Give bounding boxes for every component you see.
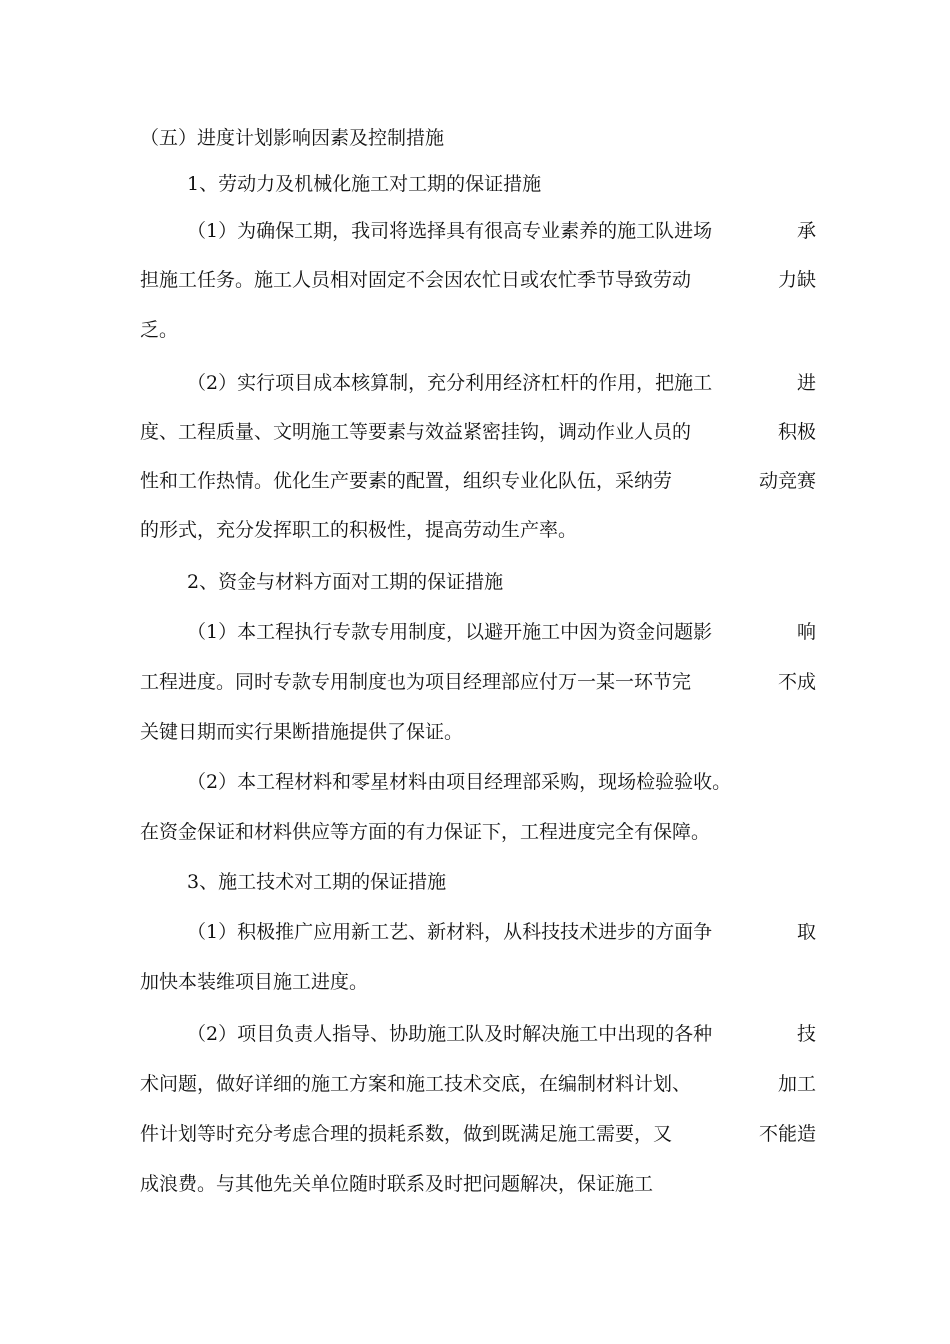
- text-run: 进: [796, 372, 816, 394]
- text-run: （1）积极推广应用新工艺、新材料，从科技技术进步的方面争: [187, 921, 713, 943]
- text-run: 响: [796, 621, 816, 643]
- paragraph-line: [140, 1022, 816, 1046]
- section-heading: （五）进度计划影响因素及控制措施: [140, 127, 445, 149]
- paragraph-line: [140, 1122, 816, 1146]
- paragraph-line: [140, 268, 816, 292]
- text-run: 工程进度。同时专款专用制度也为项目经理部应付万一某一环节完: [140, 671, 692, 693]
- text-run: 担施工任务。施工人员相对固定不会因农忙日或农忙季节导致劳动: [140, 269, 692, 291]
- paragraph-line: 的形式，充分发挥职工的积极性，提高劳动生产率。: [140, 519, 578, 541]
- text-run: 动竞赛: [758, 470, 816, 492]
- paragraph-line: [140, 219, 816, 243]
- text-run: 件计划等时充分考虑合理的损耗系数，做到既满足施工需要，又: [140, 1123, 673, 1145]
- text-run: 承: [796, 220, 816, 242]
- text-run: 积极: [777, 421, 816, 443]
- text-run: （1）为确保工期，我司将选择具有很高专业素养的施工队进场: [187, 220, 713, 242]
- text-run: （2）项目负责人指导、协助施工队及时解决施工中出现的各种: [187, 1023, 713, 1045]
- subsection-title-1: 1、劳动力及机械化施工对工期的保证措施: [187, 173, 542, 195]
- text-run: （1）本工程执行专款专用制度，以避开施工中因为资金问题影: [187, 621, 713, 643]
- paragraph-line: [140, 670, 816, 694]
- paragraph-line: [140, 620, 816, 644]
- text-run: 不能造: [758, 1123, 816, 1145]
- paragraph-line: （2）本工程材料和零星材料由项目经理部采购，现场检验验收。: [187, 771, 732, 793]
- paragraph-line: [140, 420, 816, 444]
- paragraph-line: 在资金保证和材料供应等方面的有力保证下，工程进度完全有保障。: [140, 821, 711, 843]
- subsection-title-2: 2、资金与材料方面对工期的保证措施: [187, 571, 504, 593]
- text-run: 力缺: [777, 269, 816, 291]
- paragraph-line: 乏。: [140, 319, 179, 341]
- paragraph-line: [140, 469, 816, 493]
- text-run: 性和工作热情。优化生产要素的配置，组织专业化队伍，采纳劳: [140, 470, 673, 492]
- text-run: 术问题，做好详细的施工方案和施工技术交底，在编制材料计划、: [140, 1073, 692, 1095]
- paragraph-line: 成浪费。与其他先关单位随时联系及时把问题解决，保证施工: [140, 1173, 654, 1195]
- paragraph-line: 加快本装维项目施工进度。: [140, 971, 369, 993]
- paragraph-line: [140, 920, 816, 944]
- text-run: （2）实行项目成本核算制，充分利用经济杠杆的作用，把施工: [187, 372, 713, 394]
- text-run: 取: [796, 921, 816, 943]
- subsection-title-3: 3、施工技术对工期的保证措施: [187, 871, 447, 893]
- paragraph-line: 关键日期而实行果断措施提供了保证。: [140, 721, 464, 743]
- text-run: 度、工程质量、文明施工等要素与效益紧密挂钩，调动作业人员的: [140, 421, 692, 443]
- text-run: 技: [796, 1023, 816, 1045]
- text-run: 加工: [777, 1073, 816, 1095]
- paragraph-line: [140, 1072, 816, 1096]
- paragraph-line: [140, 371, 816, 395]
- text-run: 不成: [777, 671, 816, 693]
